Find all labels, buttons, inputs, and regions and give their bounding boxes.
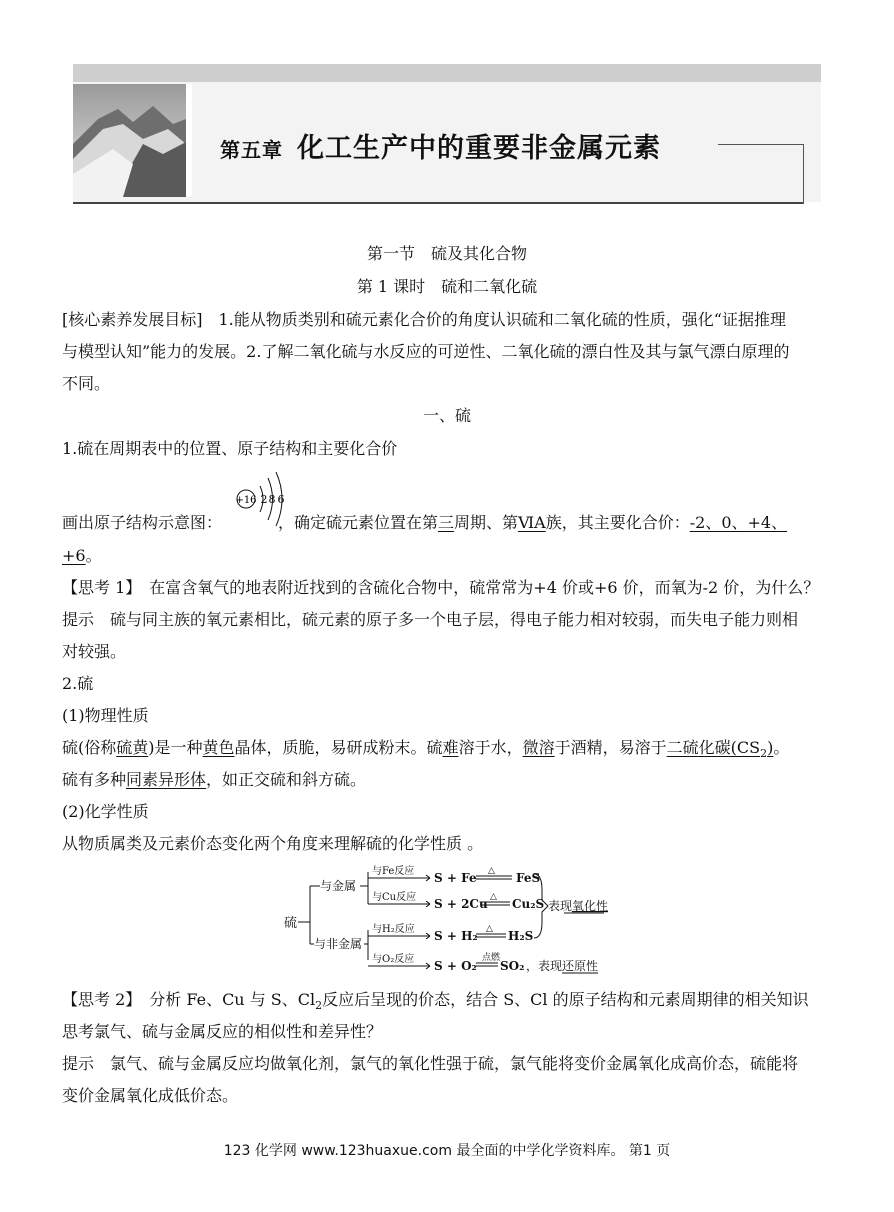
answer-period: 三 xyxy=(438,513,455,532)
think2-text-a: 分析 Fe、Cu 与 S、Cl xyxy=(133,990,316,1009)
think1-answer-1: 提示 硫与同主族的氧元素相比，硫元素的原子多一个电子层，得电子能力相对较弱，而失电子能力则相 xyxy=(62,610,799,629)
page-footer: 123 化学网 www.123huaxue.com 最全面的中学化学资料库。 第1 页 xyxy=(223,1143,671,1159)
answer-sulfur-common-name: 硫黄 xyxy=(116,738,149,757)
physical-heading: (1)物理性质 xyxy=(62,706,149,725)
allotrope-text-b: ，如正交硫和斜方硫。 xyxy=(206,770,367,789)
answer-valences-b: +6 xyxy=(62,546,86,565)
think1-label: 【思考 1】 xyxy=(62,578,134,597)
r2-rhs: Cu₂S xyxy=(512,897,545,911)
valence-line-2 xyxy=(62,545,102,567)
r3-label: 与H₂反应 xyxy=(372,924,415,935)
r3-condition: △ xyxy=(486,924,493,934)
r4-rhs: SO₂ xyxy=(500,959,525,973)
part1-item1: 1.硫在周期表中的位置、原子结构和主要化合价 xyxy=(62,439,398,458)
answer-allotrope: 同素异形体 xyxy=(126,770,207,789)
think1-text: 在富含氧气的地表附近找到的含硫化合物中，硫常常为+4 价或+6 价，而氧为-2 价，为什么？ xyxy=(133,578,820,597)
answer-water-solubility: 难 xyxy=(442,738,459,757)
part2-heading: 2.硫 xyxy=(62,674,94,693)
branch-nonmetal: 与非金属 xyxy=(314,937,363,951)
think2-question-1 xyxy=(62,989,809,1017)
shell-3-count: 6 xyxy=(277,493,285,506)
banner-rule-vertical xyxy=(803,144,804,204)
r1-condition: △ xyxy=(488,866,495,876)
lesson-title: 第 1 课时 硫和二氧化硫 xyxy=(356,277,538,296)
think2-answer-2: 变价金属氧化成低价态。 xyxy=(62,1086,239,1105)
banner-top-bar xyxy=(73,64,821,82)
think2-text-b: 反应后呈现的价态，结合 S、Cl 的原子结构和元素周期律的相关知识 xyxy=(322,990,809,1009)
mountain-photo xyxy=(73,84,192,197)
branch-metal: 与金属 xyxy=(320,879,357,893)
chapter-number: 第五章 xyxy=(220,138,283,162)
reducing-text xyxy=(526,958,598,973)
sulfur-reaction-diagram xyxy=(280,860,620,982)
banner-bottom-line xyxy=(73,202,803,204)
cs2-subscript: 2 xyxy=(760,747,768,761)
struct-text-c: 周期、第 xyxy=(454,513,519,532)
chapter-name: 化工生产中的重要非金属元素 xyxy=(297,133,661,164)
r2-condition: △ xyxy=(490,892,497,902)
banner-rule xyxy=(718,144,803,145)
reducing-prefix: ，表现 xyxy=(526,959,563,973)
phys-text-a: 硫(俗称 xyxy=(62,738,117,757)
cl2-subscript: 2 xyxy=(315,999,323,1013)
part1-heading: 一、硫 xyxy=(422,406,471,425)
cs2-close: ) xyxy=(767,738,774,757)
answer-group: ⅥA xyxy=(518,513,546,532)
struct-text-d: 族，其主要化合价： xyxy=(545,513,690,532)
shell-1-count: 2 xyxy=(260,493,268,506)
think2-question-2: 思考氯气、硫与金属反应的相似性和差异性？ xyxy=(62,1022,383,1041)
phys-text-f: 。 xyxy=(773,738,790,757)
phys-text-d: 溶于水， xyxy=(458,738,523,757)
shell-2-count: 8 xyxy=(268,493,276,506)
think2-label: 【思考 2】 xyxy=(62,990,134,1009)
sulfur-atom-diagram xyxy=(230,470,290,530)
phys-text-c: 晶体，质脆，易研成粉末。硫 xyxy=(234,738,443,757)
physical-line-1 xyxy=(62,737,789,765)
struct-text-b: ，确定硫元素位置在第 xyxy=(278,513,439,532)
phys-text-e: 于酒精，易溶于 xyxy=(554,738,667,757)
answer-oxidizing: 氧化性 xyxy=(572,899,609,913)
think1-question xyxy=(62,577,819,599)
phys-text-b: )是一种 xyxy=(148,738,203,757)
structure-line xyxy=(62,512,787,534)
r4-condition: 点燃 xyxy=(482,953,501,963)
answer-valences-a: -2、0、+4、 xyxy=(689,513,788,532)
goals-label: [核心素养发展目标] xyxy=(62,310,203,329)
r3-lhs: S + H₂ xyxy=(434,929,478,943)
r2-label: 与Cu反应 xyxy=(372,892,417,903)
oxidizing-text xyxy=(548,898,608,913)
answer-color: 黄色 xyxy=(202,738,235,757)
goals-text-1: 1.能从物质类别和硫元素化合价的角度认识硫和二氧化硫的性质，强化“证据推理 xyxy=(202,310,786,329)
r2-lhs: S + 2Cu xyxy=(434,897,488,911)
think2-answer-1: 提示 氯气、硫与金属反应均做氧化剂，氯气的氧化性强于硫，氯气能将变价金属氧化成高价态，硫能将 xyxy=(62,1054,799,1073)
chapter-title xyxy=(220,126,661,165)
r4-lhs: S + O₂ xyxy=(434,959,477,973)
allotrope-text-a: 硫有多种 xyxy=(62,770,127,789)
valence-end: 。 xyxy=(85,546,102,565)
r1-rhs: FeS xyxy=(516,871,541,885)
answer-alcohol-solubility: 微溶 xyxy=(522,738,555,757)
r3-rhs: H₂S xyxy=(508,929,534,943)
physical-line-2 xyxy=(62,769,366,791)
oxidizing-prefix: 表现 xyxy=(548,899,573,913)
cs2-text: 二硫化碳(CS xyxy=(666,738,761,757)
chemical-intro: 从物质属类及元素价态变化两个角度来理解硫的化学性质 。 xyxy=(62,834,484,853)
answer-cs2 xyxy=(666,738,774,761)
goals-line-3: 不同。 xyxy=(62,374,111,393)
think1-answer-2: 对较强。 xyxy=(62,642,127,661)
r4-label: 与O₂反应 xyxy=(372,954,415,965)
r1-label: 与Fe反应 xyxy=(372,866,415,877)
struct-text-a: 画出原子结构示意图： xyxy=(62,513,223,532)
goals-line-1 xyxy=(62,309,786,331)
nucleus-charge: +16 xyxy=(235,495,257,506)
chemical-heading: (2)化学性质 xyxy=(62,802,149,821)
answer-reducing: 还原性 xyxy=(562,959,599,973)
section-title: 第一节 硫及其化合物 xyxy=(366,244,527,263)
goals-line-2: 与模型认知”能力的发展。2.了解二氧化硫与水反应的可逆性、二氧化硫的漂白性及其与氯气漂白原理的 xyxy=(62,342,790,361)
diagram-root: 硫 xyxy=(284,916,298,931)
chapter-banner xyxy=(73,64,821,205)
r1-lhs: S + Fe xyxy=(434,871,477,885)
